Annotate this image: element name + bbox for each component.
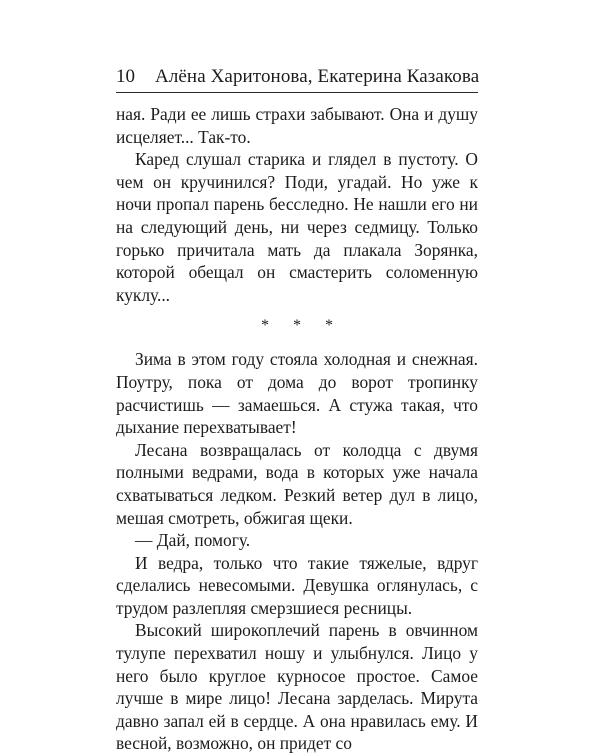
- running-head: [116, 62, 478, 93]
- paragraph: Зима в этом году стояла холодная и снежная. Поутру, пока от дома до ворот тропинку расчистишь — замаешься. А стужа такая, что дыхание перехватывает!: [116, 349, 478, 438]
- paragraph: Высокий широкоплечий парень в овчинном тулупе перехватил ношу и улыбнулся. Лицо у него было круглое курносое простое. Самое лучше в мире лицо! Лесана зарделась. Мирута давно запал ей в сердце. А она нравилась ему. И весной, возможно, он придет со: [116, 620, 478, 754]
- book-page: [116, 62, 478, 755]
- paragraph: ная. Ради ее лишь страхи забывают. Она и душу исцеляет... Так-то.: [116, 104, 478, 147]
- paragraph: Лесана возвращалась от колодца с двумя полными ведрами, вода в которых уже начала схватываться ледком. Резкий ветер дул в лицо, мешая смотреть, обжигая щеки.: [116, 439, 478, 528]
- section-separator: * * *: [261, 317, 343, 335]
- paragraph: Каред слушал старика и глядел в пустоту. О чем он кручинился? Поди, угадай. Но уже к ночи пропал парень бесследно. Не нашли его ни на следующий день, ни через седмицу. Только горько причитала мать да плакала Зорянка, которой обещал он смастерить соломенную куклу...: [116, 149, 478, 305]
- page-number: 10: [116, 66, 135, 87]
- book-authors-title: Алёна Харитонова, Екатерина Казакова: [155, 66, 480, 87]
- dialogue-line: — Дай, помогу.: [135, 530, 251, 551]
- body-text: [116, 103, 478, 755]
- paragraph: И ведра, только что такие тяжелые, вдруг сделались невесомыми. Девушка оглянулась, с трудом разлепляя смерзшиеся ресницы.: [116, 552, 478, 618]
